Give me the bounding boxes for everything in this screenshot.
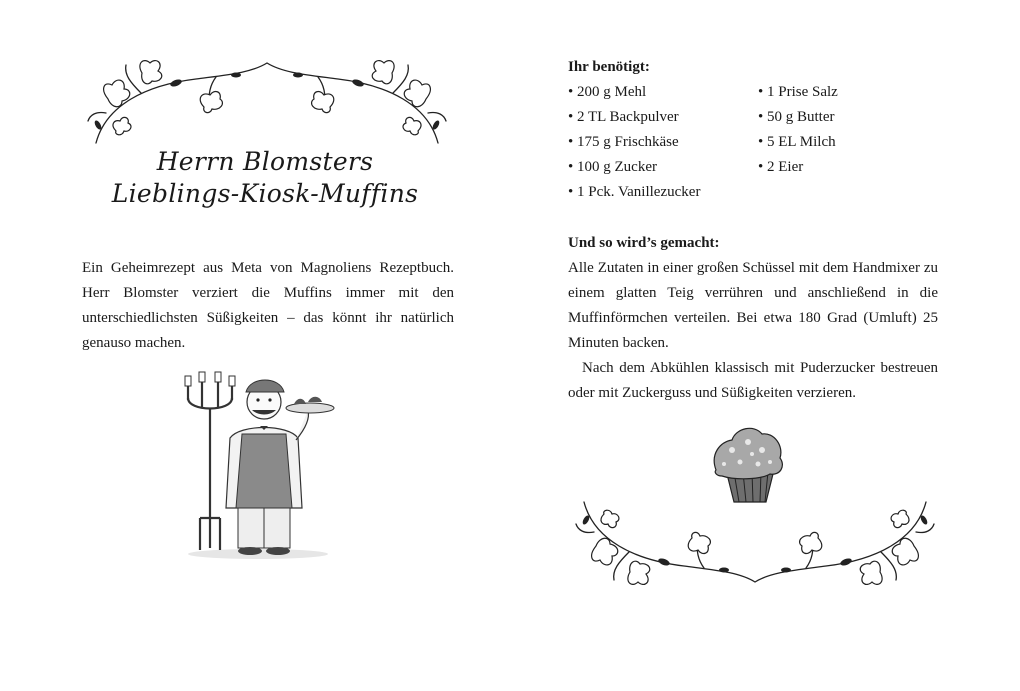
method-section xyxy=(568,231,938,406)
ingredients_col2-item: • 2 Eier xyxy=(758,159,804,175)
ingredients-column-2 xyxy=(758,80,838,180)
ingredients_col2-item: • 50 g Butter xyxy=(758,109,835,125)
method-paragraph-2: Nach dem Abkühlen klassisch mit Puderzucker bestreuen oder mit Zuckerguss und Süßigkeiten verzieren. xyxy=(568,360,938,401)
title-line-1: Herrn Blomsters xyxy=(156,147,374,176)
ingredients_col1-item: • 100 g Zucker xyxy=(568,159,657,175)
ingredients_col2-item: • 1 Prise Salz xyxy=(758,84,838,100)
intro-paragraph: Ein Geheimrezept aus Meta von Magnoliens Rezeptbuch. Herr Blomster verziert die Muffins immer mit den unterschiedlichsten Süßigkeiten – das könnt ihr natürlich genauso machen. xyxy=(82,260,454,351)
title-line-2: Lieblings-Kiosk-Muffins xyxy=(111,179,419,208)
floral-garland-bottom xyxy=(574,496,936,590)
ingredients-heading: Ihr benötigt: xyxy=(568,59,650,75)
ingredients_col1-item: • 200 g Mehl xyxy=(568,84,647,100)
method-paragraph-1: Alle Zutaten in einer großen Schüssel mit dem Handmixer zu einem glatten Teig verrühren und anschließend in die Muffinförmchen verteilen. Bei etwa 180 Grad (Umluft) 25 Minuten backen. xyxy=(568,260,938,351)
ingredients_col1-item: • 1 Pck. Vanillezucker xyxy=(568,184,701,200)
ingredients_col1-item: • 175 g Frischkäse xyxy=(568,134,679,150)
floral-garland-top xyxy=(86,55,448,150)
ingredients_col2-item: • 5 EL Milch xyxy=(758,134,836,150)
ingredients-column-1 xyxy=(568,80,700,205)
herr-blomster-illustration xyxy=(180,368,340,563)
recipe-title xyxy=(100,146,430,210)
ingredients_col1-item: • 2 TL Backpulver xyxy=(568,109,679,125)
muffin-illustration xyxy=(710,424,786,506)
method-heading: Und so wird’s gemacht: xyxy=(568,235,720,251)
